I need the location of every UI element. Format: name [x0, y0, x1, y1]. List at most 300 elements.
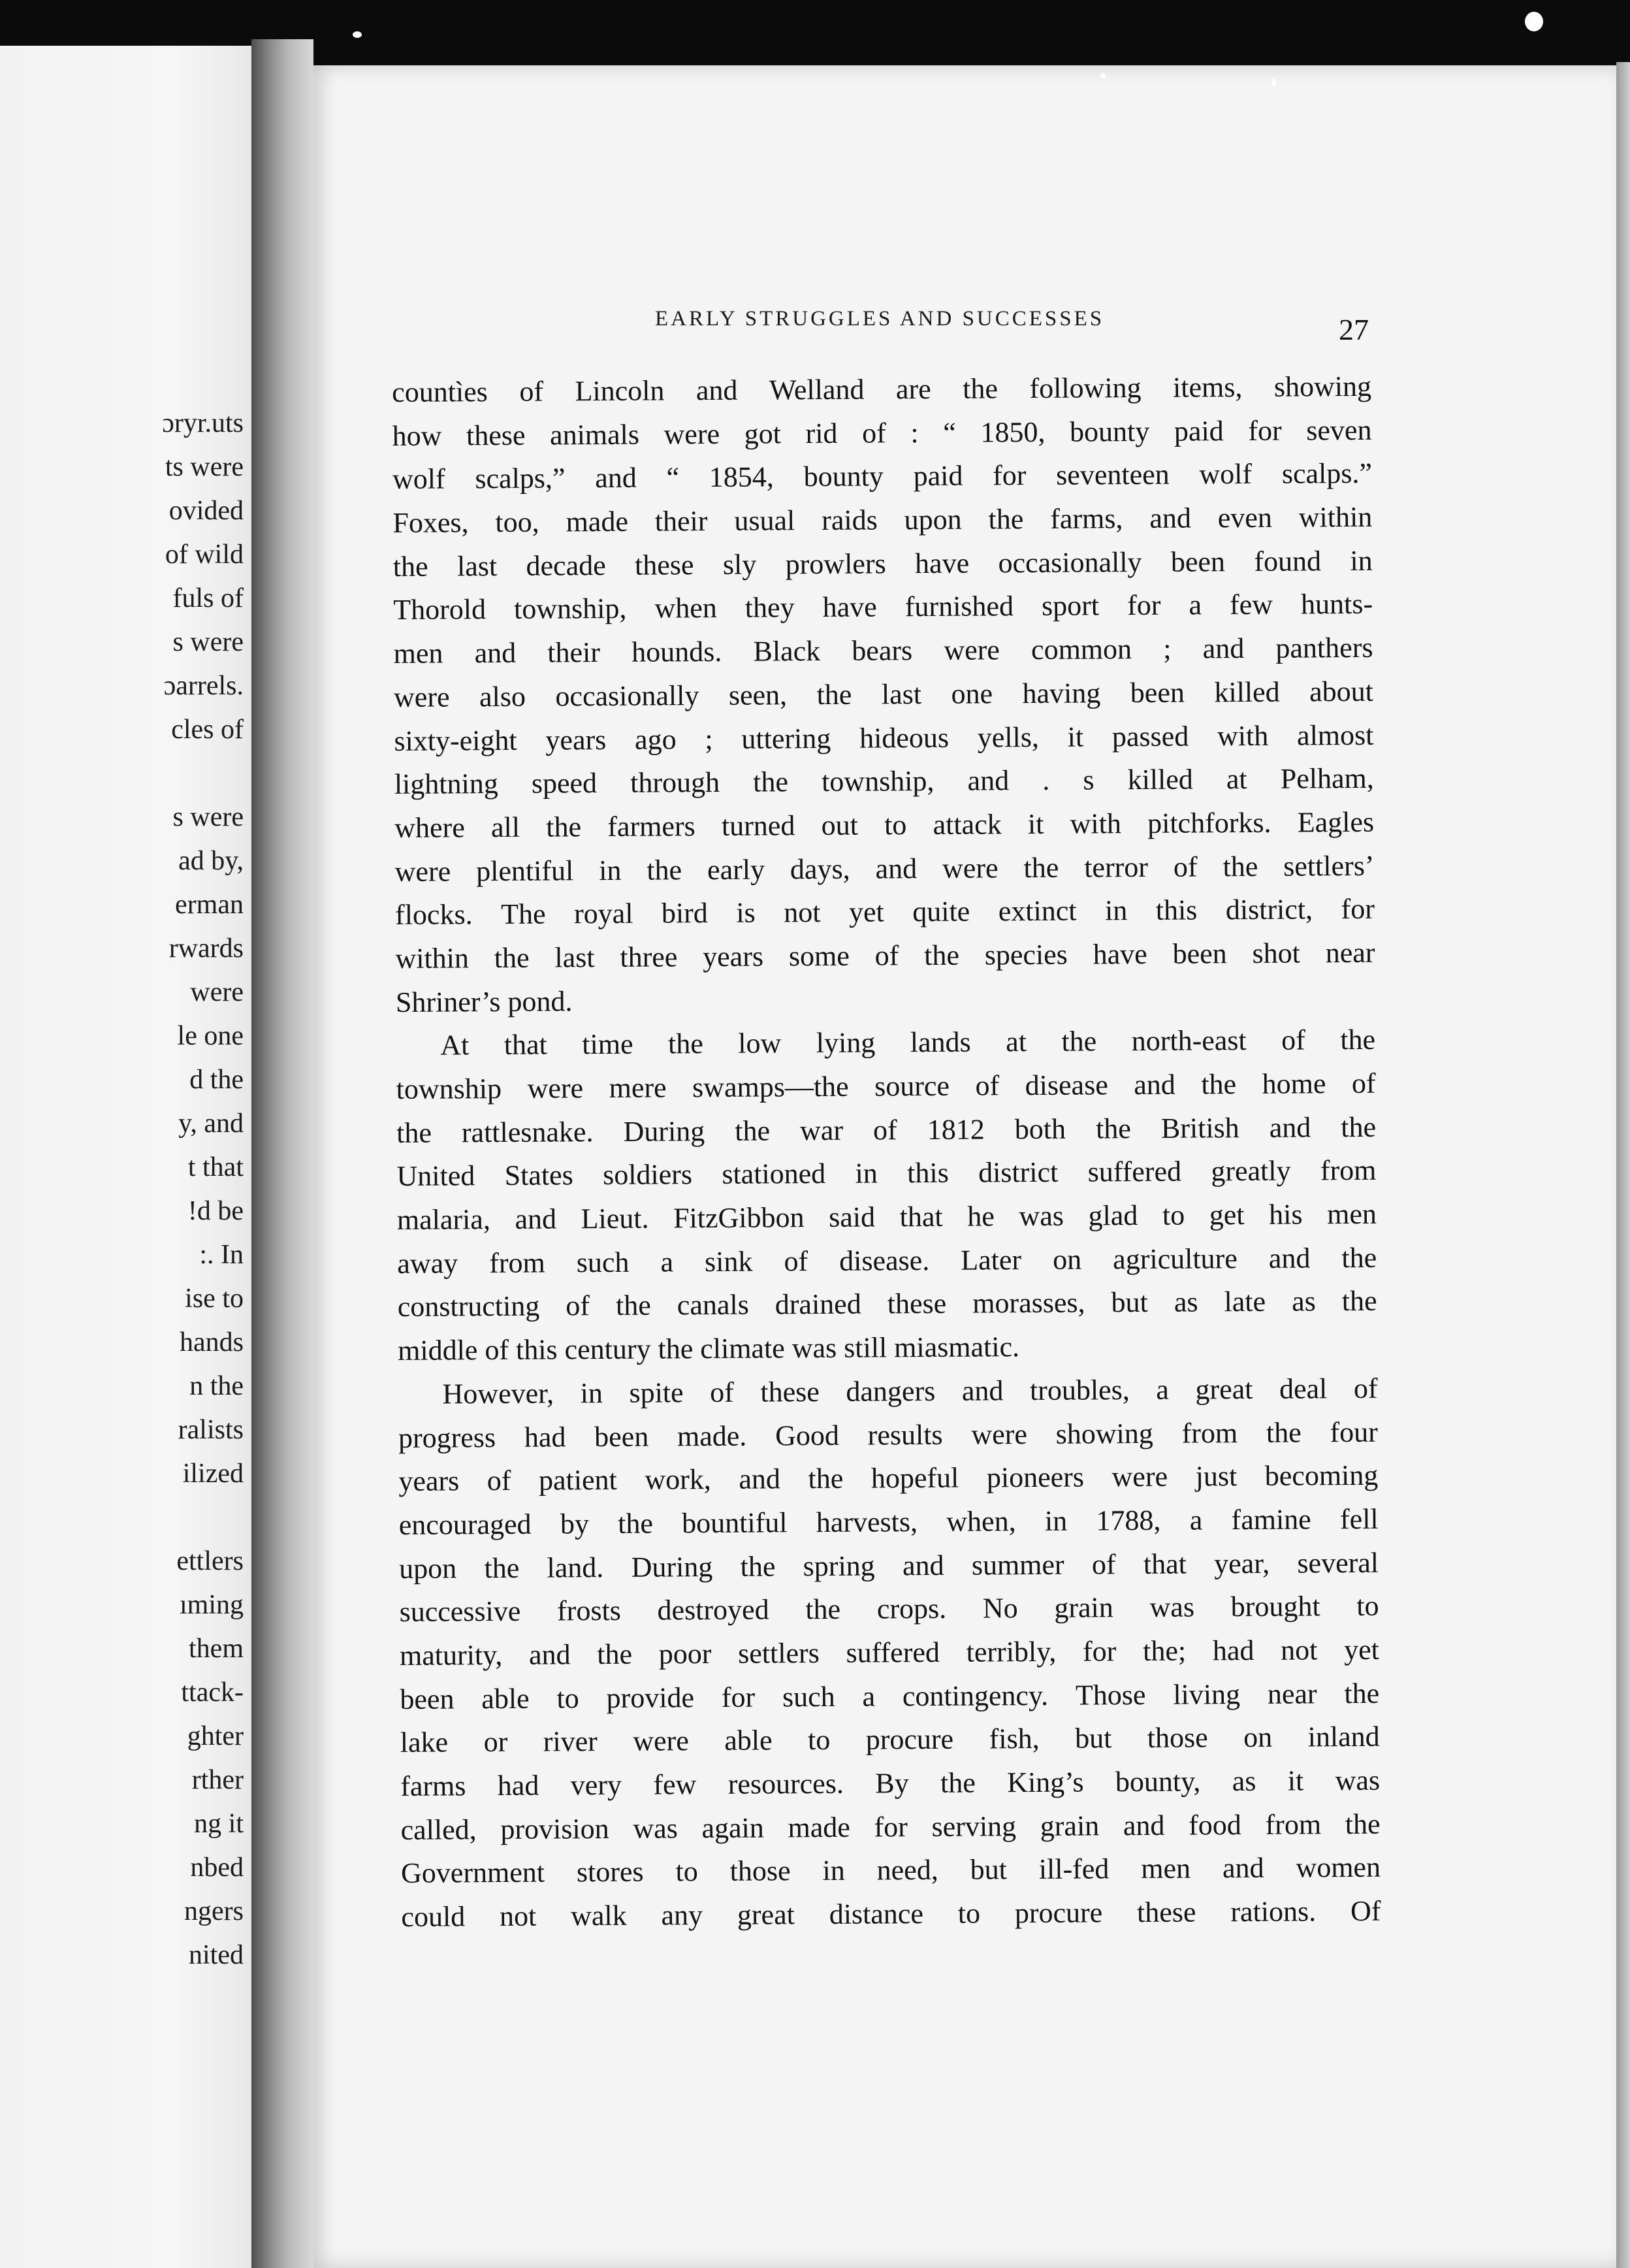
word: years	[398, 1465, 460, 1498]
word: turned	[721, 809, 795, 842]
text-line	[393, 540, 1373, 589]
word: and	[961, 1374, 1004, 1407]
word: district,	[1225, 893, 1313, 926]
word: pitchforks.	[1147, 806, 1271, 839]
word: few	[1229, 589, 1273, 621]
word: not	[499, 1900, 537, 1933]
left-page-line: s were	[172, 802, 244, 832]
word: north-east	[1131, 1024, 1247, 1058]
word: were	[393, 681, 450, 713]
word: able	[481, 1682, 530, 1715]
left-page-line: them	[189, 1634, 244, 1664]
word: the	[1344, 1677, 1380, 1709]
word: in	[1044, 1504, 1068, 1537]
word: disease.	[839, 1244, 930, 1277]
word: decade	[526, 549, 606, 582]
word: these	[634, 548, 694, 581]
left-page-line: ghter	[187, 1721, 244, 1751]
left-page-line: ovided	[168, 496, 244, 526]
word: grain	[1054, 1591, 1113, 1625]
word: the	[667, 1028, 703, 1060]
word: could	[401, 1900, 466, 1934]
word: it	[1287, 1764, 1304, 1797]
word: been	[1130, 676, 1185, 709]
word: this	[907, 1157, 949, 1190]
text-line	[394, 670, 1373, 720]
word: yet	[1343, 1633, 1380, 1666]
word: both	[1014, 1112, 1066, 1145]
word: the	[988, 503, 1024, 536]
word: the	[1222, 850, 1258, 883]
word: at	[1226, 763, 1247, 796]
word: years	[545, 723, 607, 756]
word: called,	[400, 1813, 477, 1846]
word: away	[397, 1247, 458, 1280]
word: the	[1201, 1068, 1237, 1101]
word: a	[1189, 1504, 1203, 1536]
word: settlers’	[1283, 849, 1375, 883]
word: were	[633, 1725, 689, 1758]
word: States	[504, 1159, 573, 1192]
left-page-line: ts were	[165, 452, 244, 482]
word: of	[784, 1244, 808, 1278]
word: was	[633, 1812, 678, 1845]
word: source	[874, 1069, 950, 1103]
word: were	[944, 634, 1000, 666]
word: soldiers	[602, 1158, 693, 1191]
word: found	[1254, 545, 1322, 577]
word: killed	[1214, 675, 1280, 709]
word: No	[982, 1592, 1018, 1625]
word: plentiful	[475, 854, 574, 887]
word: Foxes,	[392, 506, 469, 540]
word: prowlers	[785, 547, 886, 581]
word: :	[910, 416, 919, 449]
word: of	[710, 1376, 734, 1408]
word: for	[874, 1810, 908, 1843]
word: these	[466, 419, 526, 451]
dust-speck	[1525, 12, 1543, 31]
word: men	[1141, 1852, 1191, 1885]
word: for	[721, 1681, 756, 1713]
word: procure	[865, 1723, 954, 1756]
word: and	[902, 1549, 944, 1581]
word: and	[875, 852, 918, 885]
word: of	[872, 1113, 897, 1146]
word: great	[1195, 1372, 1253, 1406]
word: Of	[1350, 1894, 1381, 1928]
word: King’s	[1007, 1766, 1084, 1799]
word: in	[1350, 544, 1373, 577]
word: During	[631, 1550, 713, 1583]
word: mere	[609, 1071, 667, 1104]
word: not	[784, 896, 821, 929]
word: early	[707, 853, 765, 886]
word: of	[1353, 1372, 1378, 1404]
word: again	[701, 1811, 764, 1844]
word: these	[1136, 1896, 1196, 1929]
word: usual	[734, 504, 795, 537]
word: s	[1083, 764, 1095, 796]
text-line	[399, 1585, 1379, 1634]
word: living	[1173, 1677, 1241, 1711]
word: ago	[634, 722, 677, 756]
text-line	[394, 713, 1373, 763]
word: some	[788, 939, 850, 973]
word: dangers	[846, 1374, 936, 1408]
word: suffered	[846, 1636, 940, 1669]
word: as	[1291, 1285, 1316, 1318]
word: the	[647, 853, 682, 886]
word: flocks.	[394, 898, 473, 932]
word: women	[1296, 1851, 1381, 1884]
word: royal	[573, 898, 633, 930]
word: was	[1019, 1199, 1064, 1233]
word: from	[1181, 1416, 1238, 1450]
text-line	[400, 1672, 1379, 1721]
word: ;	[705, 722, 713, 755]
word: Those	[1075, 1678, 1146, 1711]
word: sink	[704, 1245, 753, 1278]
word: 1850,	[980, 415, 1046, 449]
word: had	[524, 1420, 566, 1453]
word: for	[992, 459, 1027, 492]
word: was	[1149, 1591, 1195, 1624]
word: got	[744, 417, 782, 450]
word: the	[924, 939, 960, 971]
word: in	[580, 1376, 603, 1410]
word: lightning	[394, 768, 498, 801]
word: near	[1325, 936, 1375, 969]
left-page-line: were	[190, 977, 244, 1007]
word: and	[474, 636, 517, 670]
word: the	[963, 372, 999, 405]
word: to	[807, 1724, 831, 1757]
left-page-line: !d be	[187, 1196, 244, 1226]
word: shot	[1252, 937, 1301, 969]
word: seven	[1306, 413, 1372, 447]
word: for	[1248, 414, 1282, 447]
word: paid	[913, 460, 963, 493]
word: hounds.	[631, 636, 722, 668]
text-line	[399, 1498, 1379, 1547]
left-page-line: hands	[180, 1327, 244, 1357]
word: with	[1217, 719, 1269, 752]
text-line	[392, 409, 1371, 459]
word: pioneers	[986, 1461, 1085, 1494]
word: been	[1172, 937, 1227, 970]
word: and	[515, 1203, 557, 1235]
word: is	[736, 896, 756, 930]
word: .	[1042, 764, 1050, 797]
word: Thorold	[393, 593, 487, 626]
word: Black	[753, 635, 821, 668]
word: war	[799, 1114, 844, 1146]
word: drained	[775, 1288, 861, 1321]
word: and	[1222, 1852, 1264, 1885]
word: and	[967, 764, 1010, 797]
word: were	[394, 855, 451, 888]
word: but	[970, 1853, 1008, 1887]
word: malaria,	[396, 1203, 491, 1237]
word: the	[1095, 1112, 1132, 1145]
word: lying	[816, 1026, 876, 1060]
left-page-line: rwards	[168, 933, 244, 964]
word: with	[1070, 807, 1122, 840]
word: extinct	[998, 894, 1077, 928]
word: Good	[775, 1419, 840, 1451]
word: the	[1061, 1025, 1097, 1058]
word: not	[1280, 1634, 1318, 1666]
text-line	[392, 365, 1371, 415]
word: bird	[661, 897, 709, 930]
word: and	[1202, 632, 1245, 665]
word: farms	[400, 1770, 466, 1802]
word: made.	[677, 1419, 747, 1452]
word: within	[395, 942, 470, 975]
word: where	[394, 811, 465, 844]
word: when,	[946, 1505, 1016, 1538]
word: distance	[829, 1898, 924, 1931]
word: such	[782, 1680, 835, 1713]
word: have	[822, 591, 877, 624]
word: the;	[1142, 1634, 1187, 1667]
word: Welland	[769, 373, 865, 406]
text-line	[396, 975, 1375, 1024]
word: through	[630, 766, 720, 799]
word: Eagles	[1297, 805, 1375, 839]
text-line	[401, 1890, 1381, 1939]
word: results	[867, 1418, 943, 1451]
word: these	[760, 1375, 820, 1408]
word: speed	[531, 767, 598, 800]
word: river	[543, 1725, 598, 1758]
word: of	[566, 1289, 590, 1322]
word: items,	[1172, 371, 1243, 404]
word: troubles,	[1029, 1373, 1130, 1406]
word: ;	[1163, 632, 1172, 665]
word: of	[1351, 1067, 1376, 1100]
word: his	[1269, 1198, 1303, 1231]
word: all	[490, 811, 520, 843]
word: township,	[821, 765, 935, 798]
word: just	[1195, 1460, 1238, 1493]
word: British	[1160, 1111, 1239, 1144]
word: it	[1027, 807, 1044, 840]
word: or	[483, 1726, 508, 1758]
word: to	[556, 1681, 579, 1715]
text-line	[397, 1193, 1377, 1242]
left-page-line: ttack-	[181, 1677, 244, 1708]
word: and	[1269, 1111, 1311, 1144]
word: seen,	[728, 679, 788, 711]
word: of	[1091, 1547, 1116, 1581]
word: hunts-	[1300, 588, 1373, 621]
word: had	[1212, 1634, 1254, 1667]
word: passed	[1111, 720, 1189, 753]
word: contingency.	[902, 1679, 1049, 1712]
word: showing	[1055, 1417, 1153, 1450]
word: the	[1340, 1024, 1376, 1056]
word: and	[1149, 502, 1192, 534]
word: any	[661, 1899, 703, 1932]
word: have	[914, 547, 970, 579]
word: spite	[629, 1376, 684, 1409]
word: get	[1209, 1199, 1245, 1231]
word: However,	[442, 1377, 554, 1410]
word: scalps.”	[1281, 457, 1373, 491]
word: when	[654, 592, 717, 624]
text-line	[395, 888, 1375, 937]
word: quite	[912, 895, 970, 928]
word: hideous	[859, 721, 950, 754]
dust-speck	[1100, 73, 1106, 78]
left-page-line: d the	[189, 1065, 244, 1095]
word: rations.	[1230, 1895, 1317, 1928]
word: from	[1265, 1808, 1322, 1841]
word: common	[1031, 633, 1132, 666]
word: the	[735, 1114, 771, 1147]
left-page-line: ɔarrels.	[163, 671, 244, 701]
word: farmers	[607, 810, 695, 843]
word: occasionally	[555, 679, 699, 713]
word: spring	[803, 1549, 875, 1582]
text-line	[400, 1628, 1379, 1678]
word: and	[739, 1463, 781, 1495]
word: were	[663, 417, 720, 451]
word: the	[597, 1638, 633, 1671]
word: for	[1341, 893, 1375, 926]
text-line	[392, 452, 1372, 502]
word: At	[440, 1029, 470, 1061]
word: the	[1341, 1241, 1377, 1274]
word: very	[570, 1768, 622, 1802]
word: inland	[1307, 1721, 1380, 1753]
word: seventeen	[1056, 459, 1170, 492]
word: men	[393, 637, 443, 670]
word: they	[744, 591, 795, 624]
word: species	[984, 938, 1068, 971]
word: settlers	[738, 1636, 820, 1670]
word: of	[487, 1465, 511, 1497]
word: The	[500, 898, 546, 931]
word: furnished	[904, 590, 1014, 623]
word: were	[971, 1418, 1028, 1451]
left-page-line: of wild	[165, 540, 244, 570]
word: land.	[547, 1551, 604, 1584]
running-head: EARLY STRUGGLES AND SUCCESSES	[655, 307, 1105, 331]
word: and	[1268, 1242, 1311, 1274]
word: such	[576, 1246, 630, 1279]
word: constructing	[397, 1290, 540, 1323]
left-page-line: le one	[177, 1021, 244, 1051]
left-page-line: ilized	[182, 1459, 244, 1489]
word: attack	[933, 808, 1002, 841]
word: need,	[876, 1854, 938, 1887]
word: becoming	[1264, 1459, 1379, 1493]
text-line	[398, 1323, 1377, 1373]
word: bountiful	[682, 1506, 788, 1540]
left-page-line: y, and	[178, 1109, 244, 1139]
left-page-line: n the	[189, 1371, 244, 1401]
word: showing	[1273, 370, 1372, 403]
line-text: middle of this century the climate was still miasmatic.	[398, 1331, 1020, 1367]
word: to	[1356, 1590, 1379, 1623]
text-line	[394, 801, 1374, 850]
word: the	[1266, 1416, 1302, 1449]
text-line	[396, 1106, 1376, 1156]
text-line	[393, 626, 1373, 676]
left-page-line: erman	[175, 890, 244, 920]
text-line	[400, 1802, 1380, 1852]
word: from	[489, 1246, 545, 1279]
text-line	[401, 1846, 1381, 1896]
line-text: Shriner’s pond.	[395, 984, 573, 1018]
word: one	[951, 677, 993, 710]
word: the	[618, 1507, 654, 1540]
word: at	[1006, 1026, 1027, 1058]
word: FitzGibbon	[673, 1201, 805, 1235]
word: Government	[400, 1856, 545, 1890]
left-page-line: ng it	[194, 1809, 244, 1839]
word: “	[943, 416, 956, 449]
word: serving	[931, 1809, 1017, 1843]
word: glad	[1088, 1199, 1138, 1232]
dust-speck	[1272, 78, 1276, 86]
word: also	[479, 680, 526, 713]
word: days,	[790, 852, 850, 885]
text-line	[393, 583, 1373, 632]
word: on	[1243, 1721, 1273, 1754]
word: sixty-eight	[394, 724, 517, 757]
left-page-line: ettlers	[176, 1546, 244, 1576]
text-line	[398, 1410, 1378, 1460]
word: in	[855, 1157, 878, 1190]
word: agriculture	[1113, 1242, 1238, 1276]
word: the	[615, 1289, 651, 1322]
word: wolf	[392, 462, 445, 496]
left-page-line: ıming	[179, 1590, 244, 1620]
word: bounty	[1069, 415, 1150, 448]
left-page-line: ɔryr.uts	[162, 408, 244, 438]
dust-speck	[353, 31, 362, 38]
left-page-line	[162, 1496, 244, 1540]
word: three	[620, 941, 678, 973]
word: walk	[571, 1899, 627, 1932]
word: that	[899, 1200, 943, 1233]
word: as	[1232, 1764, 1256, 1798]
word: upon	[399, 1551, 457, 1585]
word: maturity,	[399, 1638, 503, 1672]
word: made	[788, 1811, 850, 1844]
word: of	[975, 1069, 1000, 1102]
word: following	[1029, 371, 1142, 405]
word: morasses,	[972, 1286, 1085, 1320]
text-line	[392, 496, 1372, 545]
text-line	[396, 1149, 1376, 1199]
word: animals	[549, 418, 640, 451]
word: in	[822, 1855, 845, 1887]
word: “	[666, 461, 680, 494]
word: for	[1082, 1635, 1117, 1668]
word: sport	[1041, 589, 1100, 623]
word: grain	[1040, 1809, 1100, 1842]
text-line	[396, 1062, 1376, 1112]
word: of	[861, 417, 886, 449]
word: this	[1155, 894, 1198, 927]
word: bears	[852, 634, 913, 667]
word: frosts	[556, 1595, 621, 1627]
